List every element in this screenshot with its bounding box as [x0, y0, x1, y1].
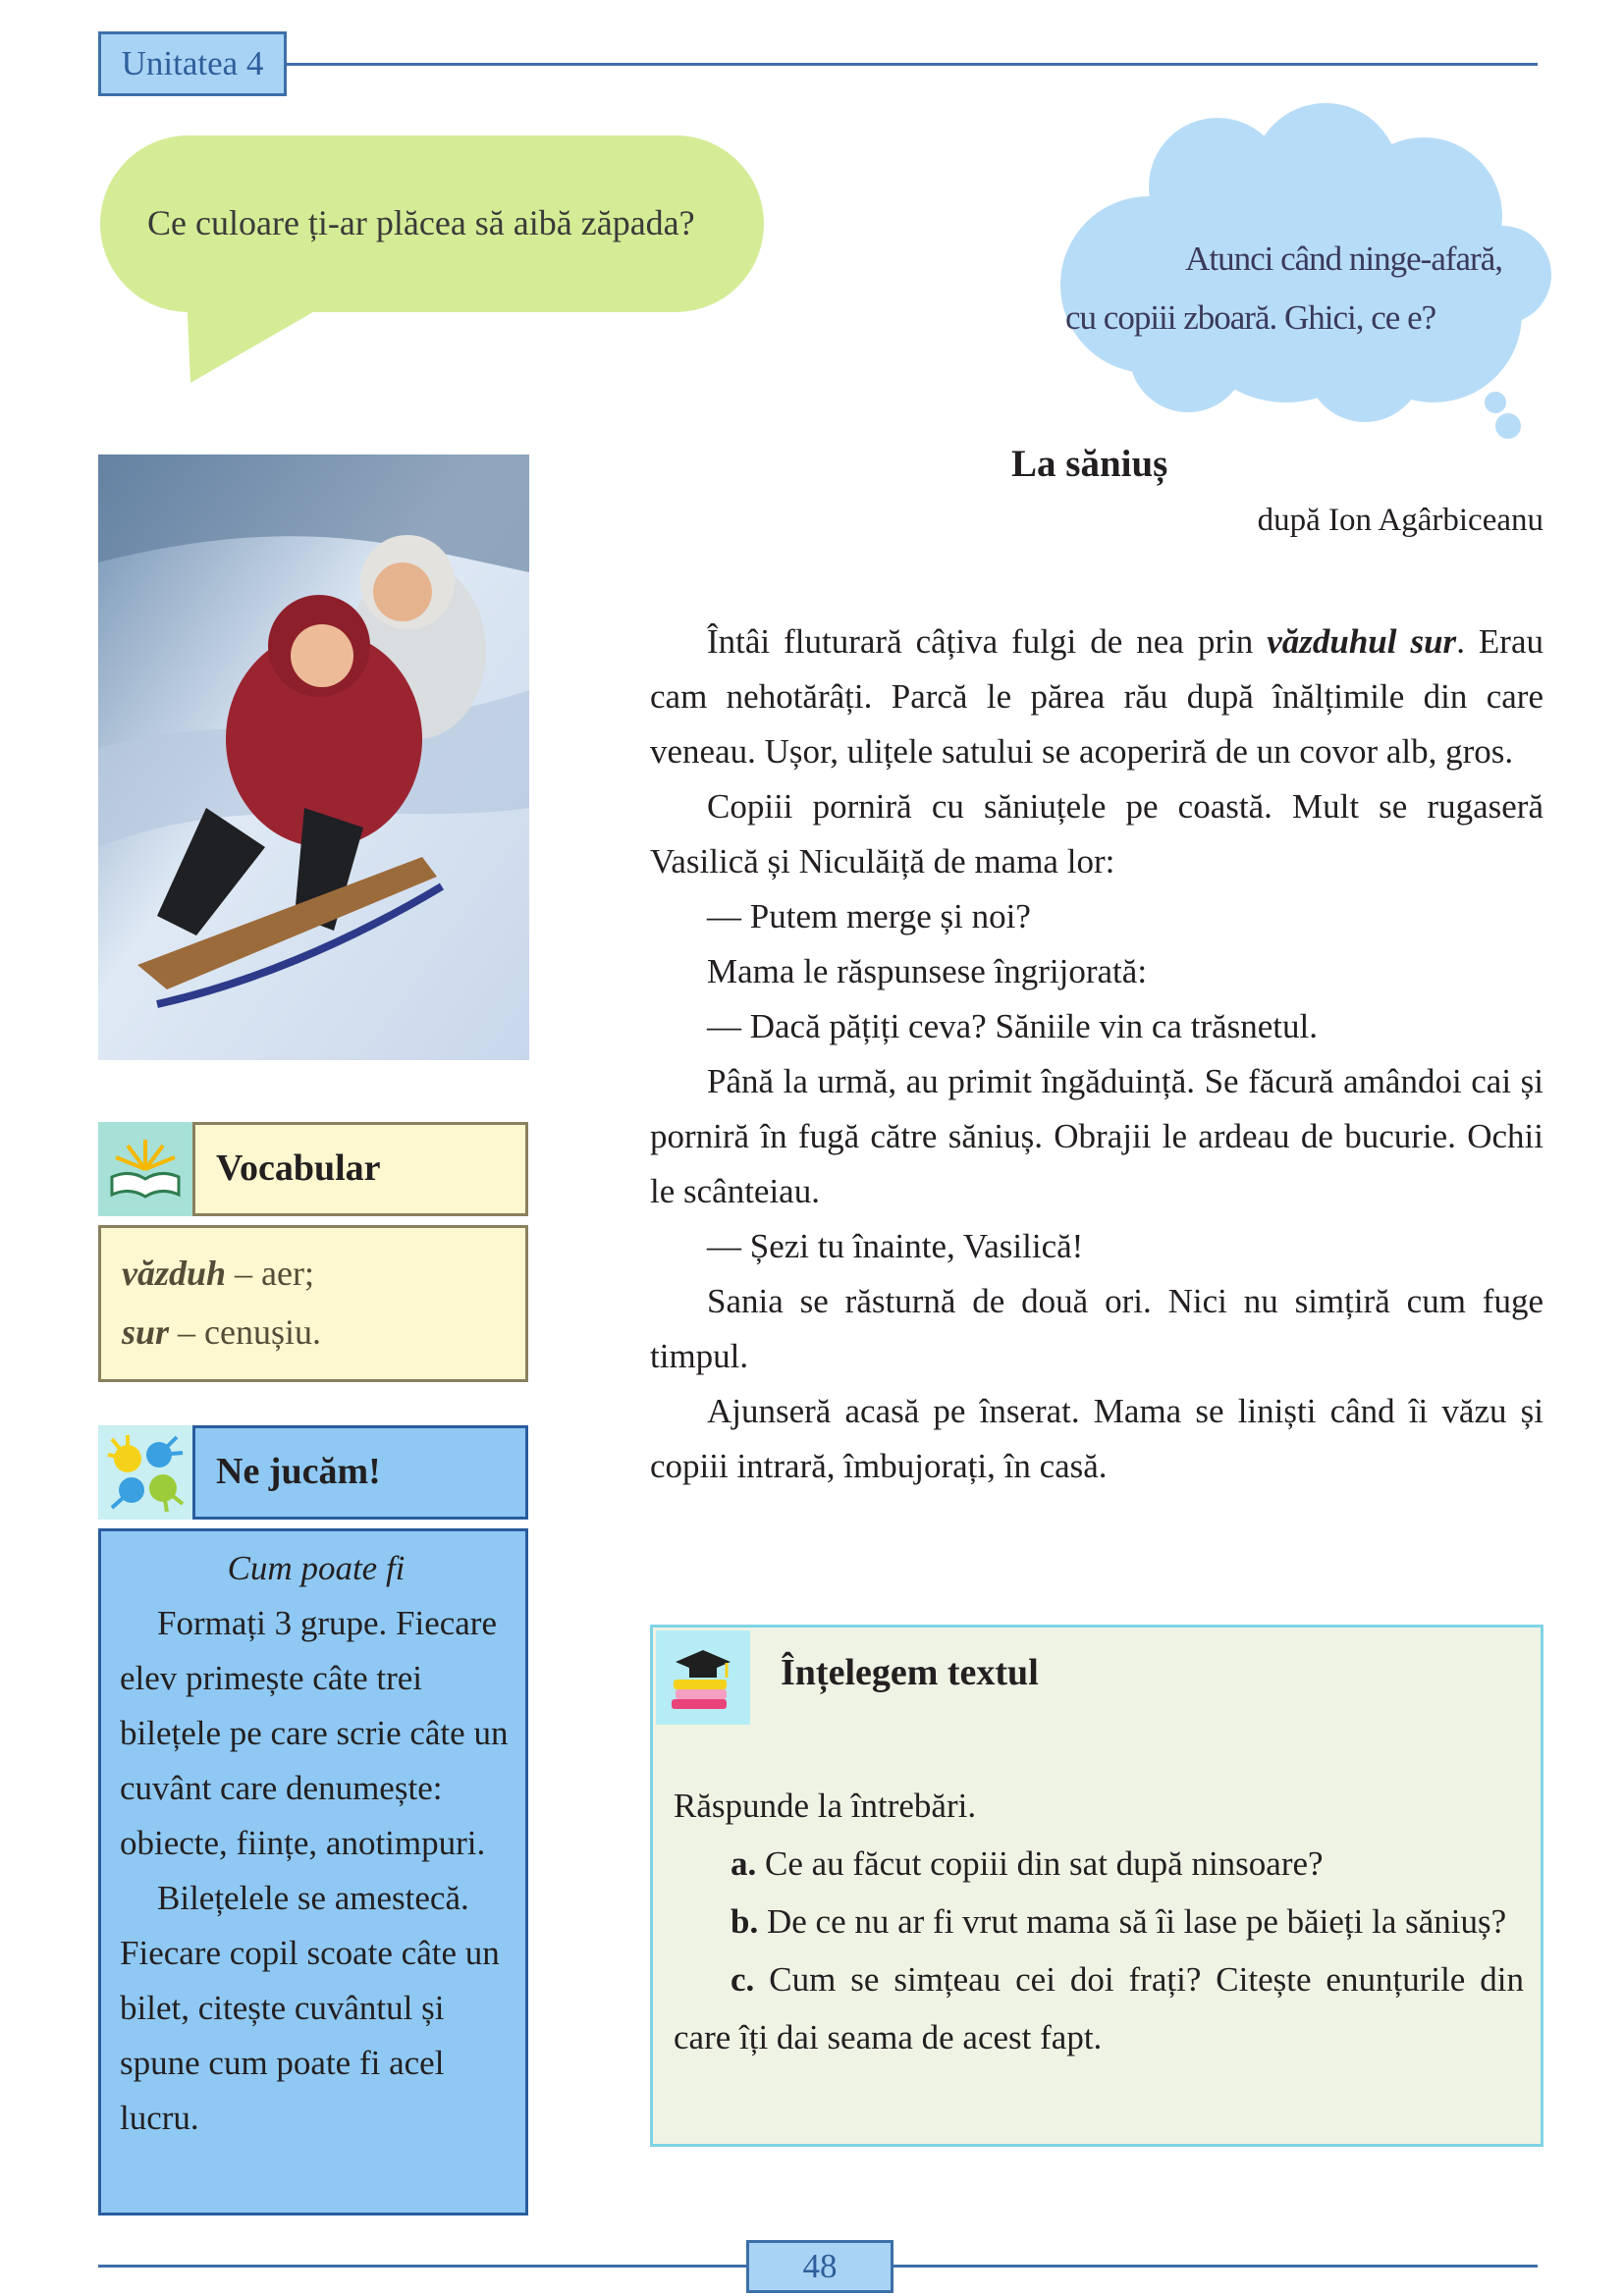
story-text-span: Întâi fluturară câțiva fulgi de nea prin [707, 622, 1268, 661]
game-paragraph: Bilețelele se amestecă. Fiecare copil scoate câte un bilet, citește cuvântul și spune cum poate fi acel lucru. [120, 1879, 500, 2137]
game-text [120, 1541, 513, 2146]
understand-title: Înțelegem textul [781, 1652, 1039, 1693]
open-book-icon [98, 1122, 192, 1216]
question-text: Ce au făcut copiii din sat după ninsoare? [756, 1844, 1324, 1883]
vocab-word: văzduh [122, 1254, 227, 1293]
graduation-cap-books-icon [656, 1630, 750, 1725]
understand-text [674, 1777, 1524, 2066]
vocab-word: sur [122, 1312, 170, 1352]
game-paragraph: Formați 3 grupe. Fiecare elev primește câte trei bilețele pe care scrie câte un cuvânt care denumește: obiecte, ființe, anotimpuri. [120, 1604, 509, 1862]
vocab-entry [122, 1253, 314, 1294]
question-label: c. [731, 1960, 755, 1999]
story-paragraph: Copiii porniră cu săniuțele pe coastă. Mult se rugaseră Vasilică și Niculăiță de mama lor: [650, 787, 1543, 881]
story-text-span: . Erau cam nehotărâți. Parcă le părea rău după înălțimile din care veneau. Ușor, ulițele satului se acoperiră de un covor alb, gros. [650, 622, 1543, 771]
story-paragraph: Până la urmă, au primit îngăduință. Se făcură amândoi cai și porniră în fugă către săniuș. Obrajii le ardeau de bucurie. Ochii le scânteiau. [650, 1062, 1543, 1210]
story-paragraph [650, 614, 1543, 779]
story-dialogue: — Dacă pățiți ceva? Săniile vin ca trăsnetul. [707, 1007, 1318, 1045]
story-dialogue: — Șezi tu înainte, Vasilică! [707, 1227, 1084, 1265]
children-on-sled-photo [98, 454, 529, 1060]
story-paragraph: Sania se răsturnă de două ori. Nici nu simțiră cum fuge timpul. [650, 1282, 1543, 1375]
question-text: Cum se simțeau cei doi frați? Citește enunțurile din care îți dai seama de acest fapt. [674, 1960, 1524, 2056]
question-text: De ce nu ar fi vrut mama să îi lase pe băieți la săniuș? [758, 1902, 1507, 1941]
hands-icon [98, 1425, 192, 1520]
page-number: 48 [746, 2240, 893, 2293]
vocab-entry [122, 1311, 321, 1353]
question-label: b. [731, 1902, 759, 1941]
story-paragraph: Mama le răspunsese îngrijorată: [707, 952, 1148, 990]
question-c [674, 1950, 1524, 2066]
question-a [674, 1835, 1524, 1893]
story-title: La săniuș [1011, 443, 1168, 485]
speech-bubble-tail [187, 294, 344, 387]
header-rule [287, 63, 1538, 66]
understand-intro: Răspunde la întrebări. [674, 1787, 977, 1825]
story-paragraph: Ajunseră acasă pe înserat. Mama se liniști când îi văzu și copiii intrară, îmbujorați, în casă. [650, 1392, 1543, 1485]
vocab-box [98, 1225, 528, 1382]
story-dialogue: — Putem merge și noi? [707, 897, 1031, 935]
vocab-title: Vocabular [216, 1148, 381, 1189]
speech-bubble-text: Ce culoare ți-ar plăcea să aibă zăpada? [147, 203, 695, 242]
game-subtitle: Cum poate fi [227, 1549, 406, 1587]
question-b [674, 1893, 1524, 1950]
game-title: Ne jucăm! [216, 1451, 381, 1492]
story-text [650, 614, 1543, 1494]
question-label: a. [731, 1844, 757, 1883]
vocab-definition: – aer; [226, 1254, 314, 1293]
vocab-definition: – cenușiu. [169, 1312, 322, 1352]
story-author: după Ion Agârbiceanu [1257, 503, 1543, 538]
story-highlight: văzduhul sur [1267, 622, 1457, 661]
cloud-text-line1: Atunci când ninge-afară, [1185, 240, 1502, 278]
cloud-text-line2: cu copiii zboară. Ghici, ce e? [1065, 298, 1436, 337]
unit-label: Unitatea 4 [98, 31, 287, 96]
